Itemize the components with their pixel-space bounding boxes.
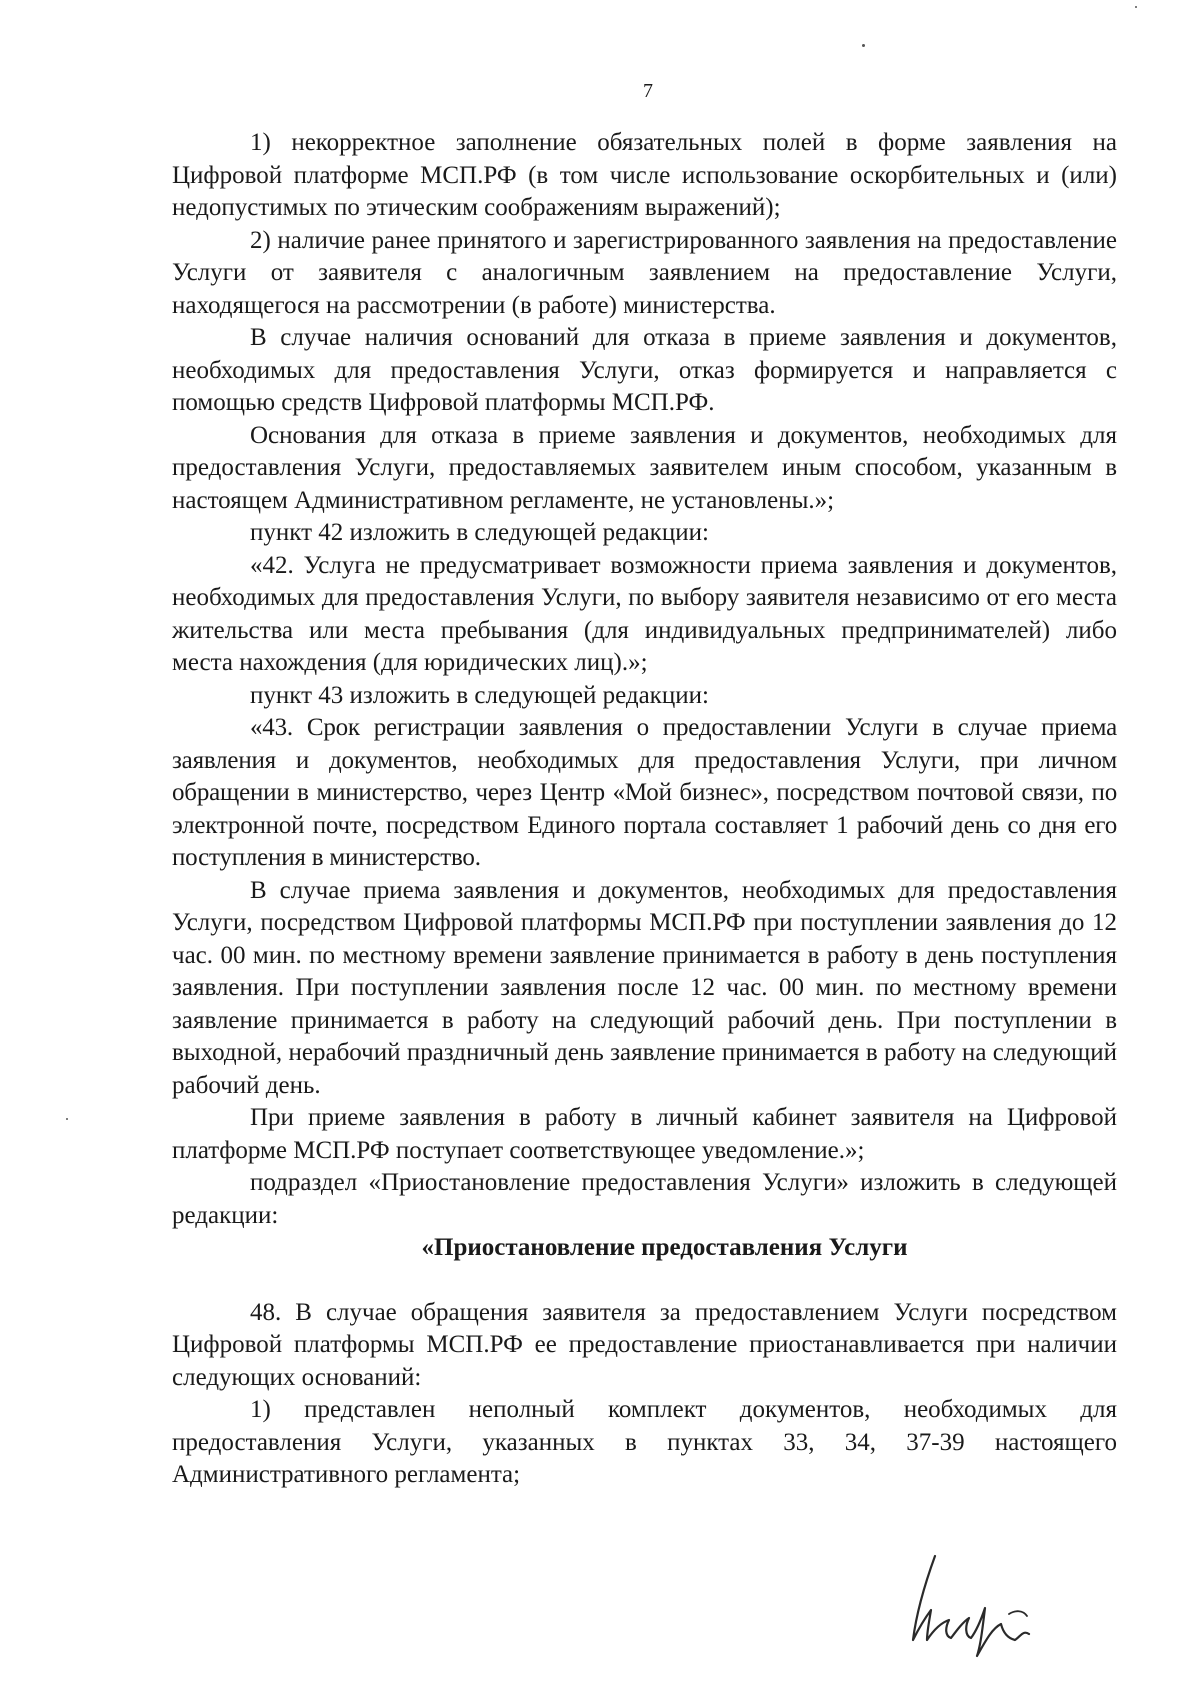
paragraph: «43. Срок регистрации заявления о предоставлении Услуги в случае приема заявления и документов, необходимых для предоставления Услуги, при личном обращении в министерство, через Центр «Мой бизнес», посредством почтовой связи, по электронной почте, посредством Единого портала составляет 1 рабочий день со дня его поступления в министерство. xyxy=(172,714,1117,871)
scan-speck xyxy=(66,1118,68,1120)
paragraph: 48. В случае обращения заявителя за предоставлением Услуги посредством Цифровой платформы МСП.РФ ее предоставление приостанавливается при наличии следующих оснований: xyxy=(172,1298,1117,1391)
paragraph: В случае наличия оснований для отказа в приеме заявления и документов, необходимых для предоставления Услуги, отказ формируется и направляется с помощью средств Цифровой платформы МСП.РФ. xyxy=(172,324,1117,416)
scan-speck xyxy=(1135,6,1137,8)
spacer xyxy=(172,1265,1117,1297)
document-body xyxy=(172,127,1117,1492)
paragraph: При приеме заявления в работу в личный кабинет заявителя на Цифровой платформе МСП.РФ поступает соответствующее уведомление.»; xyxy=(172,1104,1117,1164)
paragraph: пункт 42 изложить в следующей редакции: xyxy=(250,519,709,546)
paragraph: 1) некорректное заполнение обязательных полей в форме заявления на Цифровой платформе МСП.РФ (в том числе использование оскорбительных и (или) недопустимых по этическим соображениям выражений); xyxy=(172,129,1117,221)
page-number: 7 xyxy=(643,80,653,102)
scan-speck xyxy=(862,44,865,47)
section-heading: «Приостановление предоставления Услуги xyxy=(421,1234,908,1261)
paragraph: «42. Услуга не предусматривает возможности приема заявления и документов, необходимых для предоставления Услуги, по выбору заявителя независимо от его места жительства или места пребывания (для индивидуальных предпринимателей) либо места нахождения (для юридических лиц).»; xyxy=(172,551,1117,676)
paragraph: пункт 43 изложить в следующей редакции: xyxy=(250,681,709,709)
paragraph: подраздел «Приостановление предоставления Услуги» изложить в следующей редакции: xyxy=(172,1169,1117,1229)
paragraph: 1) представлен неполный комплект документов, необходимых для предоставления Услуги, указанных в пунктах 33, 34, 37-39 настоящего Административного регламента; xyxy=(172,1396,1117,1488)
paragraph: Основания для отказа в приеме заявления и документов, необходимых для предоставления Услуги, предоставляемых заявителем иным способом, указанным в настоящем Административном регламенте, не установлены.»; xyxy=(172,421,1117,514)
paragraph: 2) наличие ранее принятого и зарегистрированного заявления на предоставление Услуги от заявителя с аналогичным заявлением на предоставление Услуги, находящегося на рассмотрении (в работе) министерства. xyxy=(172,226,1117,319)
paragraph: В случае приема заявления и документов, необходимых для предоставления Услуги, посредством Цифровой платформы МСП.РФ при поступлении заявления до 12 час. 00 мин. по местному времени заявление принимается в работу в день поступления заявления. При поступлении заявления после 12 час. 00 мин. по местному времени заявление принимается в работу на следующий рабочий день. При поступлении в выходной, нерабочий праздничный день заявление принимается в работу на следующий рабочий день. xyxy=(172,876,1117,1099)
handwritten-signature xyxy=(905,1548,1045,1658)
